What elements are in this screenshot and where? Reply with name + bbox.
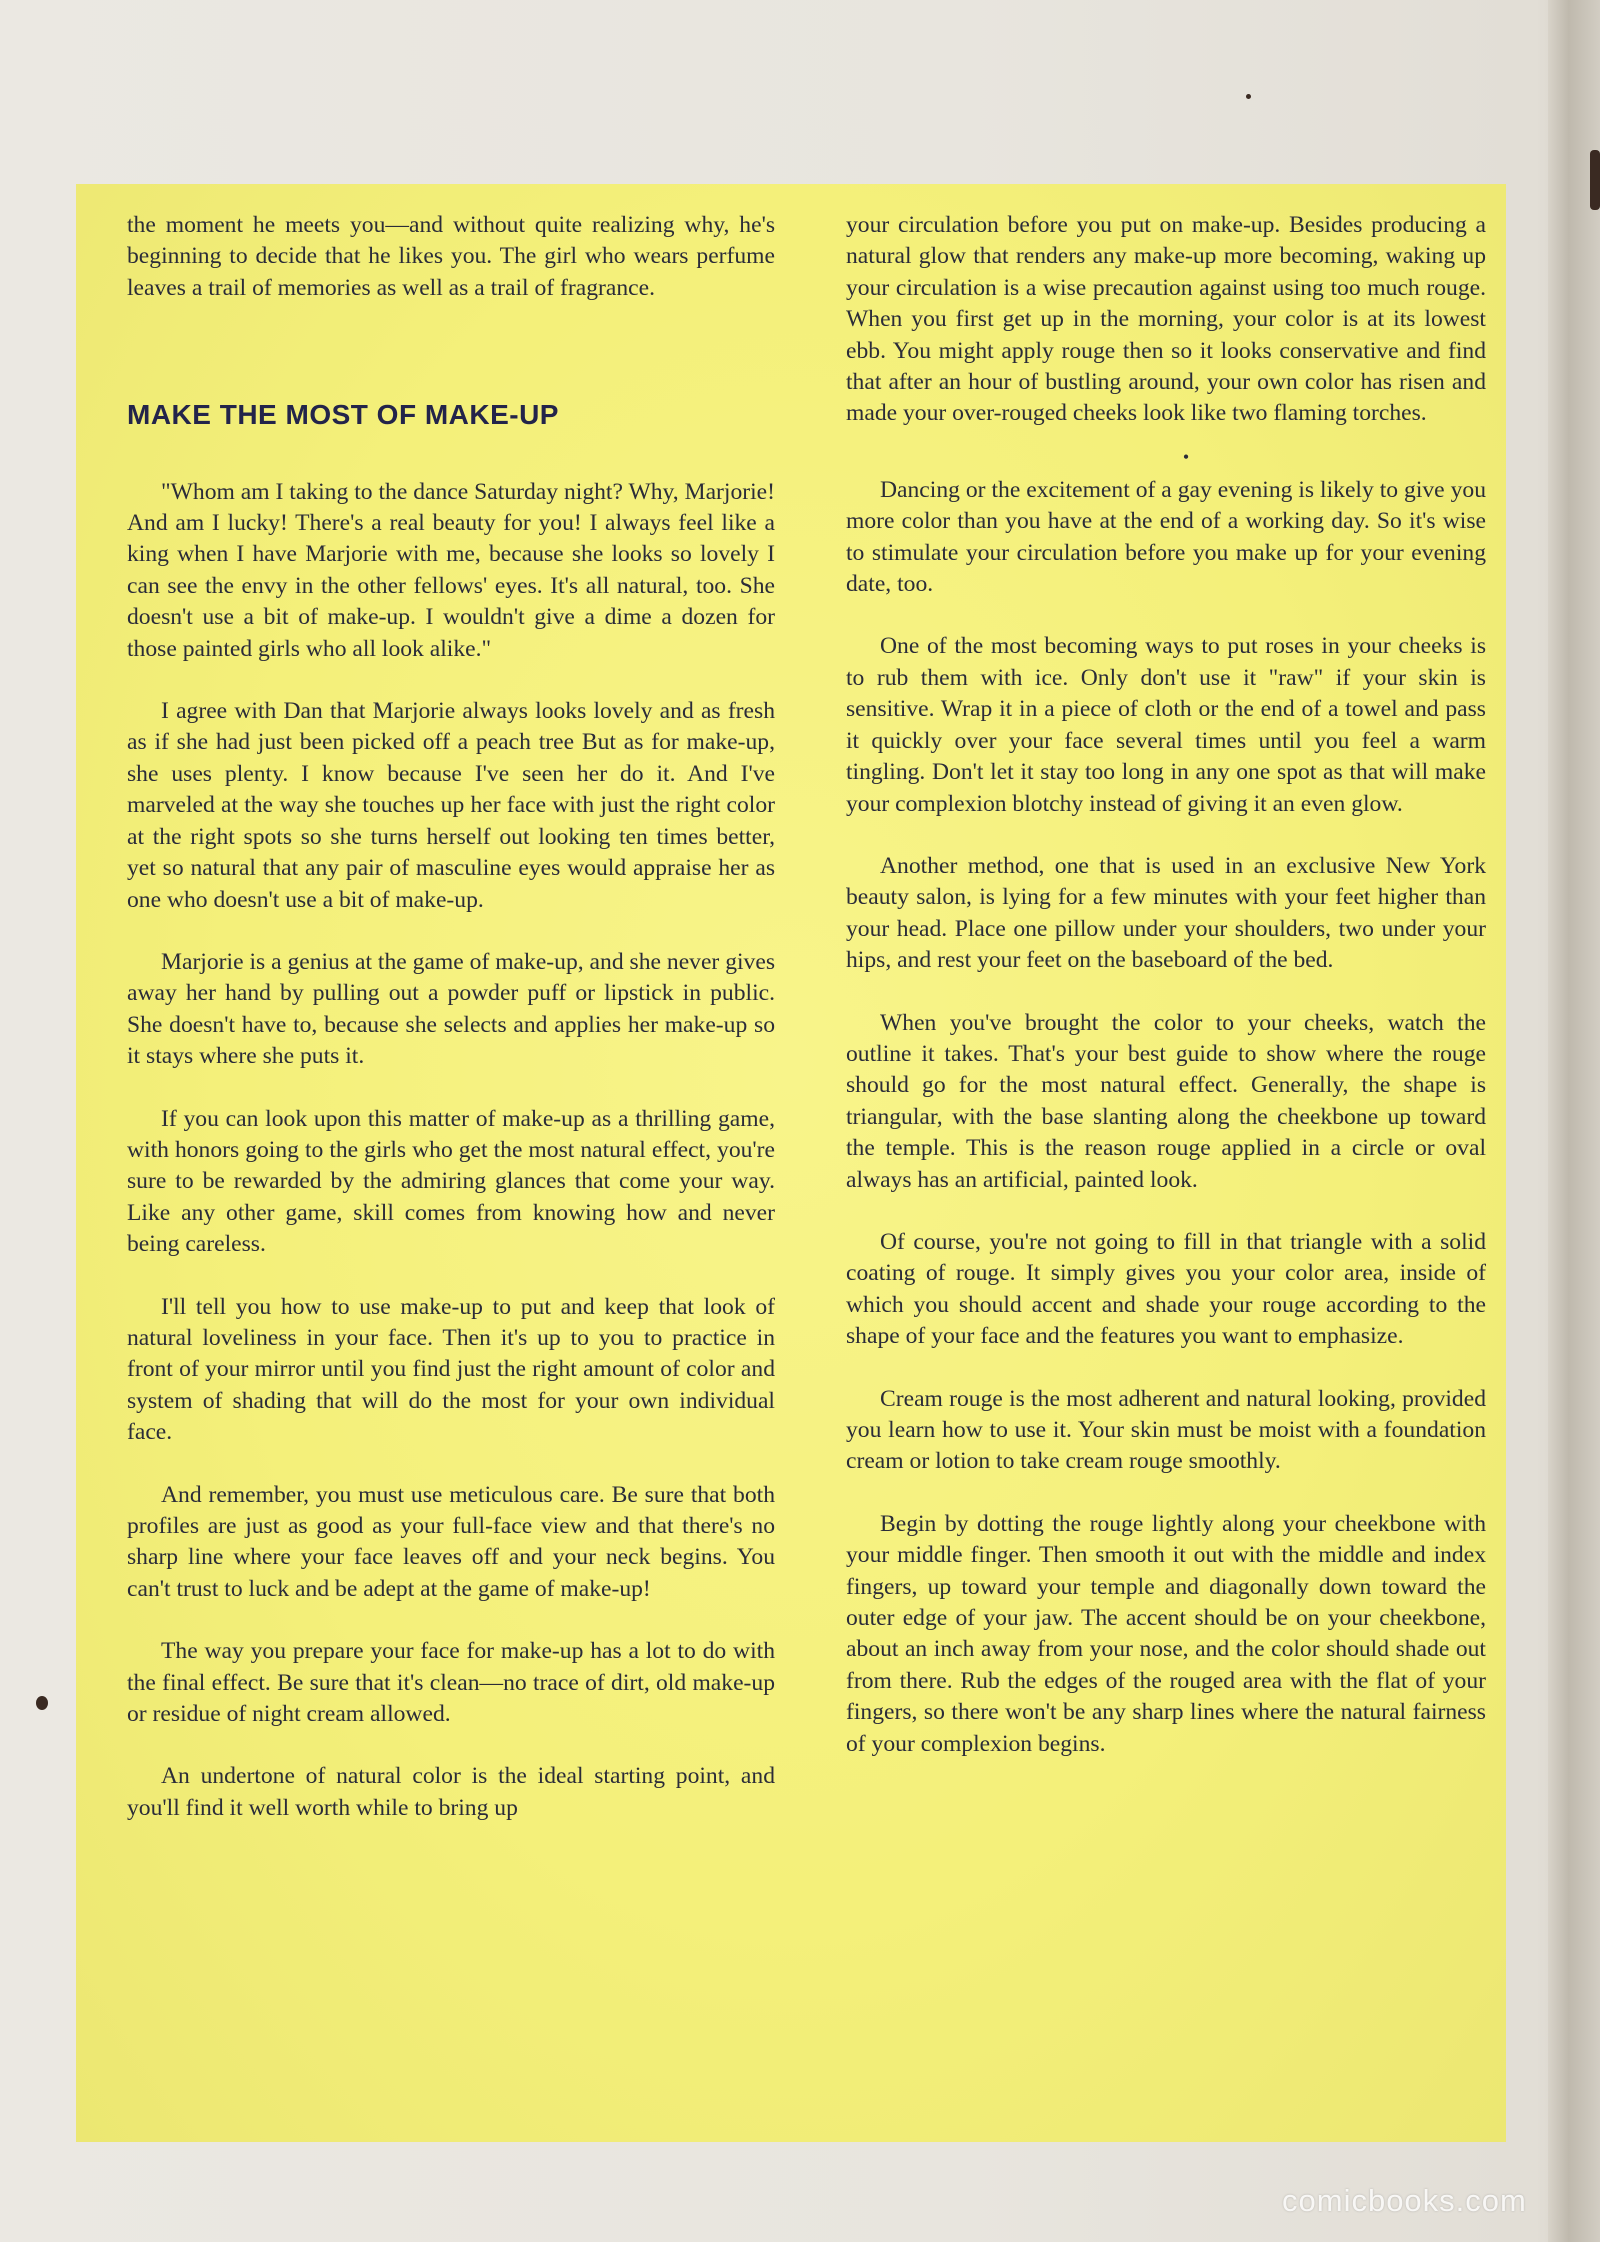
page-binding-edge xyxy=(1548,0,1600,2242)
paragraph: Marjorie is a genius at the game of make-up, and she never gives away her hand by pulling out a powder puff or lipstick in public. She doesn't have to, because she selects and applies her make-up so it stays where she puts it. xyxy=(127,948,775,1070)
paragraph: When you've brought the color to your cheeks, watch the outline it takes. That's your best guide to show where the rouge should go for the most natural effect. Generally, the shape is triangular, with the base slanting along the cheekbone up toward the temple. This is the reason rouge applied in a circle or oval always has an artificial, painted look. xyxy=(846,1009,1486,1193)
watermark-text: comicbooks.com xyxy=(1282,2183,1527,2218)
paragraph: One of the most becoming ways to put roses in your cheeks is to rub them with ice. Only don't use it "raw" if your skin is sensitive. Wrap it in a piece of cloth or the end of a towel and pass it quickly over your face several times until you feel a warm tingling. Don't let it stay too long in any one spot as that will make your complexion blotchy instead of giving it an even glow. xyxy=(846,633,1486,817)
paragraph: Dancing or the excitement of a gay evening is likely to give you more color than you have at the end of a working day. So it's wise to stimulate your circulation before you make up for your evening date, too. xyxy=(846,476,1486,598)
separator-bullet: • xyxy=(1182,446,1190,467)
ink-speck xyxy=(36,1696,48,1710)
right-column xyxy=(846,210,1486,1791)
paragraph: the moment he meets you—and without quite realizing why, he's beginning to decide that he likes you. The girl who wears perfume leaves a trail of memories as well as a trail of fragrance. xyxy=(127,212,775,301)
paragraph: "Whom am I taking to the dance Saturday night? Why, Marjorie! And am I lucky! There's a real beauty for you! I always feel like a king when I have Marjorie with me, because she looks so lovely I can see the envy in the other fellows' eyes. It's all natural, too. She doesn't use a bit of make-up. I wouldn't give a dime a dozen for those painted girls who all look alike." xyxy=(127,478,775,662)
paragraph: The way you prepare your face for make-up has a lot to do with the final effect. Be sure that it's clean—no trace of dirt, old make-up or residue of night cream allowed. xyxy=(127,1638,775,1728)
ink-speck xyxy=(1590,150,1600,210)
paragraph: An undertone of natural color is the ideal starting point, and you'll find it well worth while to bring up xyxy=(127,1763,775,1821)
paragraph: Another method, one that is used in an exclusive New York beauty salon, is lying for a few minutes with your feet higher than your head. Place one pillow under your shoulders, two under your hips, and rest your feet on the baseboard of the bed. xyxy=(846,852,1486,974)
left-column xyxy=(127,210,775,1855)
paragraph: And remember, you must use meticulous care. Be sure that both profiles are just as good as your full-face view and that there's no sharp line where your face leaves off and your neck begins. You can't trust to luck and be adept at the game of make-up! xyxy=(127,1481,775,1602)
section-heading: MAKE THE MOST OF MAKE-UP xyxy=(127,399,559,431)
paragraph: If you can look upon this matter of make-up as a thrilling game, with honors going to the girls who get the most natural effect, you're sure to be rewarded by the admiring glances that come your way. Like any other game, skill comes from knowing how and never being careless. xyxy=(127,1105,775,1258)
paragraph: your circulation before you put on make-up. Besides producing a natural glow that renders any make-up more becoming, waking up your circulation is a wise precaution against using too much rouge. When you first get up in the morning, your color is at its lowest ebb. You might apply rouge then so it looks conservative and find that after an hour of bustling around, your own color has risen and made your over-rouged cheeks look like two flaming torches. xyxy=(846,212,1486,427)
paragraph: Cream rouge is the most adherent and natural looking, provided you learn how to use it. Your skin must be moist with a foundation cream or lotion to take cream rouge smoothly. xyxy=(846,1385,1486,1475)
paragraph: Begin by dotting the rouge lightly along your cheekbone with your middle finger. Then smooth it out with the middle and index fingers, up toward your temple and diagonally down toward the outer edge of your jaw. The accent should be on your cheekbone, about an inch away from your nose, and the color should shade out from there. Rub the edges of the rouged area with the flat of your fingers, so there won't be any sharp lines where the natural fairness of your complexion begins. xyxy=(846,1510,1486,1757)
paragraph: I'll tell you how to use make-up to put and keep that look of natural loveliness in your face. Then it's up to you to practice in front of your mirror until you find just the right amount of color and system of shading that will do the most for your own individual face. xyxy=(127,1293,775,1446)
paragraph: Of course, you're not going to fill in that triangle with a solid coating of rouge. It simply gives you your color area, inside of which you should accent and shade your rouge according to the shape of your face and the features you want to emphasize. xyxy=(846,1228,1486,1350)
paragraph: I agree with Dan that Marjorie always looks lovely and as fresh as if she had just been picked off a peach tree But as for make-up, she uses plenty. I know because I've seen her do it. And I've marveled at the way she touches up her face with just the right color at the right spots so she turns herself out looking ten times better, yet so natural that any pair of masculine eyes would appraise her as one who doesn't use a bit of make-up. xyxy=(127,698,775,913)
ink-speck xyxy=(1246,94,1251,99)
